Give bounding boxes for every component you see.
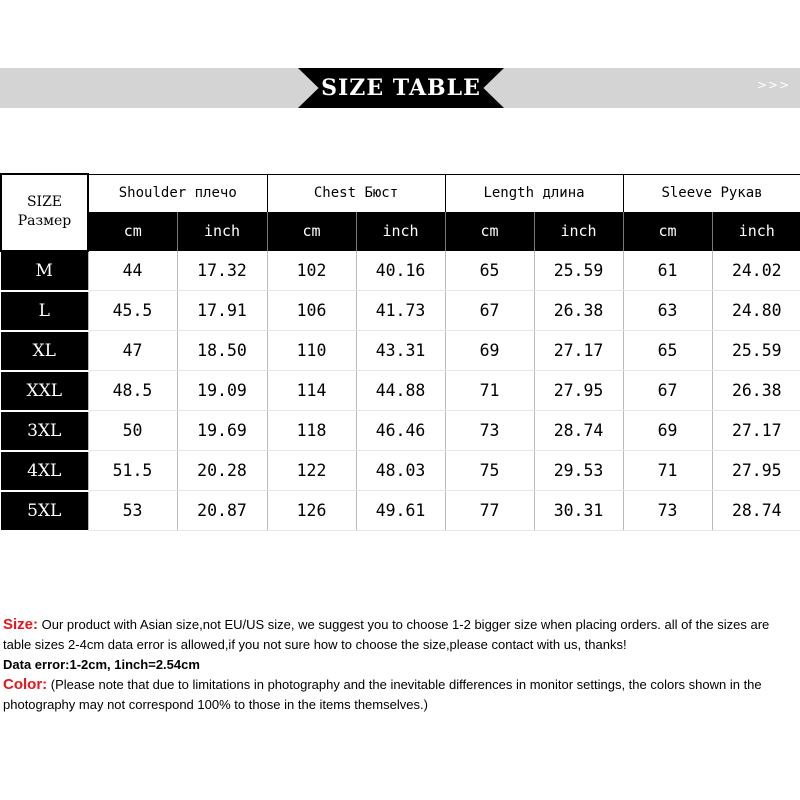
table-cell: 106 [267,291,356,331]
table-cell: 19.09 [177,371,267,411]
table-cell: 26.38 [712,371,800,411]
group-header-chest: Chest Бюст [267,174,445,212]
size-note [3,615,800,655]
table-cell: 27.95 [712,451,800,491]
unit-header: inch [356,212,445,251]
table-row [1,491,800,531]
table-cell: 20.28 [177,451,267,491]
color-note [3,675,800,715]
table-cell: 65 [445,251,534,291]
size-label: 5XL [1,491,88,531]
table-cell: 67 [445,291,534,331]
table-cell: 61 [623,251,712,291]
color-note-text: (Please note that due to limitations in photography and the inevitable differences in monitor settings, the colors shown in the photography may not correspond 100% to those in the items themselves.) [3,677,762,712]
table-cell: 20.87 [177,491,267,531]
banner-arrows: >>> [756,78,790,92]
table-cell: 50 [88,411,177,451]
table-cell: 28.74 [534,411,623,451]
table-cell: 41.73 [356,291,445,331]
table-row [1,251,800,291]
table-cell: 47 [88,331,177,371]
page-title: SIZE TABLE [321,75,481,101]
table-cell: 48.5 [88,371,177,411]
table-cell: 48.03 [356,451,445,491]
size-label: L [1,291,88,331]
table-cell: 73 [623,491,712,531]
table-cell: 67 [623,371,712,411]
table-cell: 73 [445,411,534,451]
table-cell: 30.31 [534,491,623,531]
table-cell: 110 [267,331,356,371]
table-cell: 102 [267,251,356,291]
unit-header-row [1,212,800,251]
table-cell: 126 [267,491,356,531]
table-cell: 44 [88,251,177,291]
table-row [1,331,800,371]
table-cell: 71 [445,371,534,411]
color-note-label: Color: [3,676,48,693]
table-cell: 27.95 [534,371,623,411]
table-cell: 27.17 [534,331,623,371]
table-cell: 49.61 [356,491,445,531]
unit-header: cm [623,212,712,251]
size-table-body [1,251,800,531]
table-cell: 27.17 [712,411,800,451]
unit-header: cm [445,212,534,251]
size-label: XXL [1,371,88,411]
table-cell: 122 [267,451,356,491]
table-cell: 71 [623,451,712,491]
size-label: 3XL [1,411,88,451]
table-cell: 114 [267,371,356,411]
size-label: XL [1,331,88,371]
table-cell: 118 [267,411,356,451]
size-notes [3,615,800,715]
table-cell: 28.74 [712,491,800,531]
table-row [1,411,800,451]
size-column-header [1,174,88,251]
table-cell: 24.02 [712,251,800,291]
group-header-row [1,174,800,212]
unit-header: inch [712,212,800,251]
table-cell: 53 [88,491,177,531]
table-cell: 46.46 [356,411,445,451]
table-cell: 25.59 [712,331,800,371]
group-header-length: Length длина [445,174,623,212]
table-cell: 69 [623,411,712,451]
table-cell: 29.53 [534,451,623,491]
table-cell: 43.31 [356,331,445,371]
unit-header: cm [88,212,177,251]
table-row [1,291,800,331]
size-header-ru: Размер [17,213,72,230]
table-cell: 45.5 [88,291,177,331]
table-cell: 18.50 [177,331,267,371]
unit-header: inch [177,212,267,251]
size-note-label: Size: [3,616,39,633]
size-label: M [1,251,88,291]
table-cell: 26.38 [534,291,623,331]
unit-header: cm [267,212,356,251]
table-cell: 40.16 [356,251,445,291]
table-cell: 25.59 [534,251,623,291]
table-row [1,371,800,411]
table-cell: 19.69 [177,411,267,451]
size-header-en: SIZE [26,194,63,211]
size-note-text: Our product with Asian size,not EU/US size, we suggest you to choose 1-2 bigger size when placing orders. all of the sizes are table sizes 2-4cm data error is allowed,if you not sure how to choose the size,please contact with us, thanks! [3,617,770,652]
unit-header: inch [534,212,623,251]
table-cell: 51.5 [88,451,177,491]
table-row [1,451,800,491]
table-cell: 17.32 [177,251,267,291]
data-error-note: Data error:1-2cm, 1inch=2.54cm [3,657,200,672]
table-cell: 75 [445,451,534,491]
table-cell: 65 [623,331,712,371]
table-cell: 77 [445,491,534,531]
group-header-shoulder: Shoulder плечо [88,174,267,212]
table-cell: 17.91 [177,291,267,331]
table-cell: 69 [445,331,534,371]
table-cell: 63 [623,291,712,331]
group-header-sleeve: Sleeve Рукав [623,174,800,212]
size-table [0,173,800,532]
table-cell: 24.80 [712,291,800,331]
table-cell: 44.88 [356,371,445,411]
size-label: 4XL [1,451,88,491]
